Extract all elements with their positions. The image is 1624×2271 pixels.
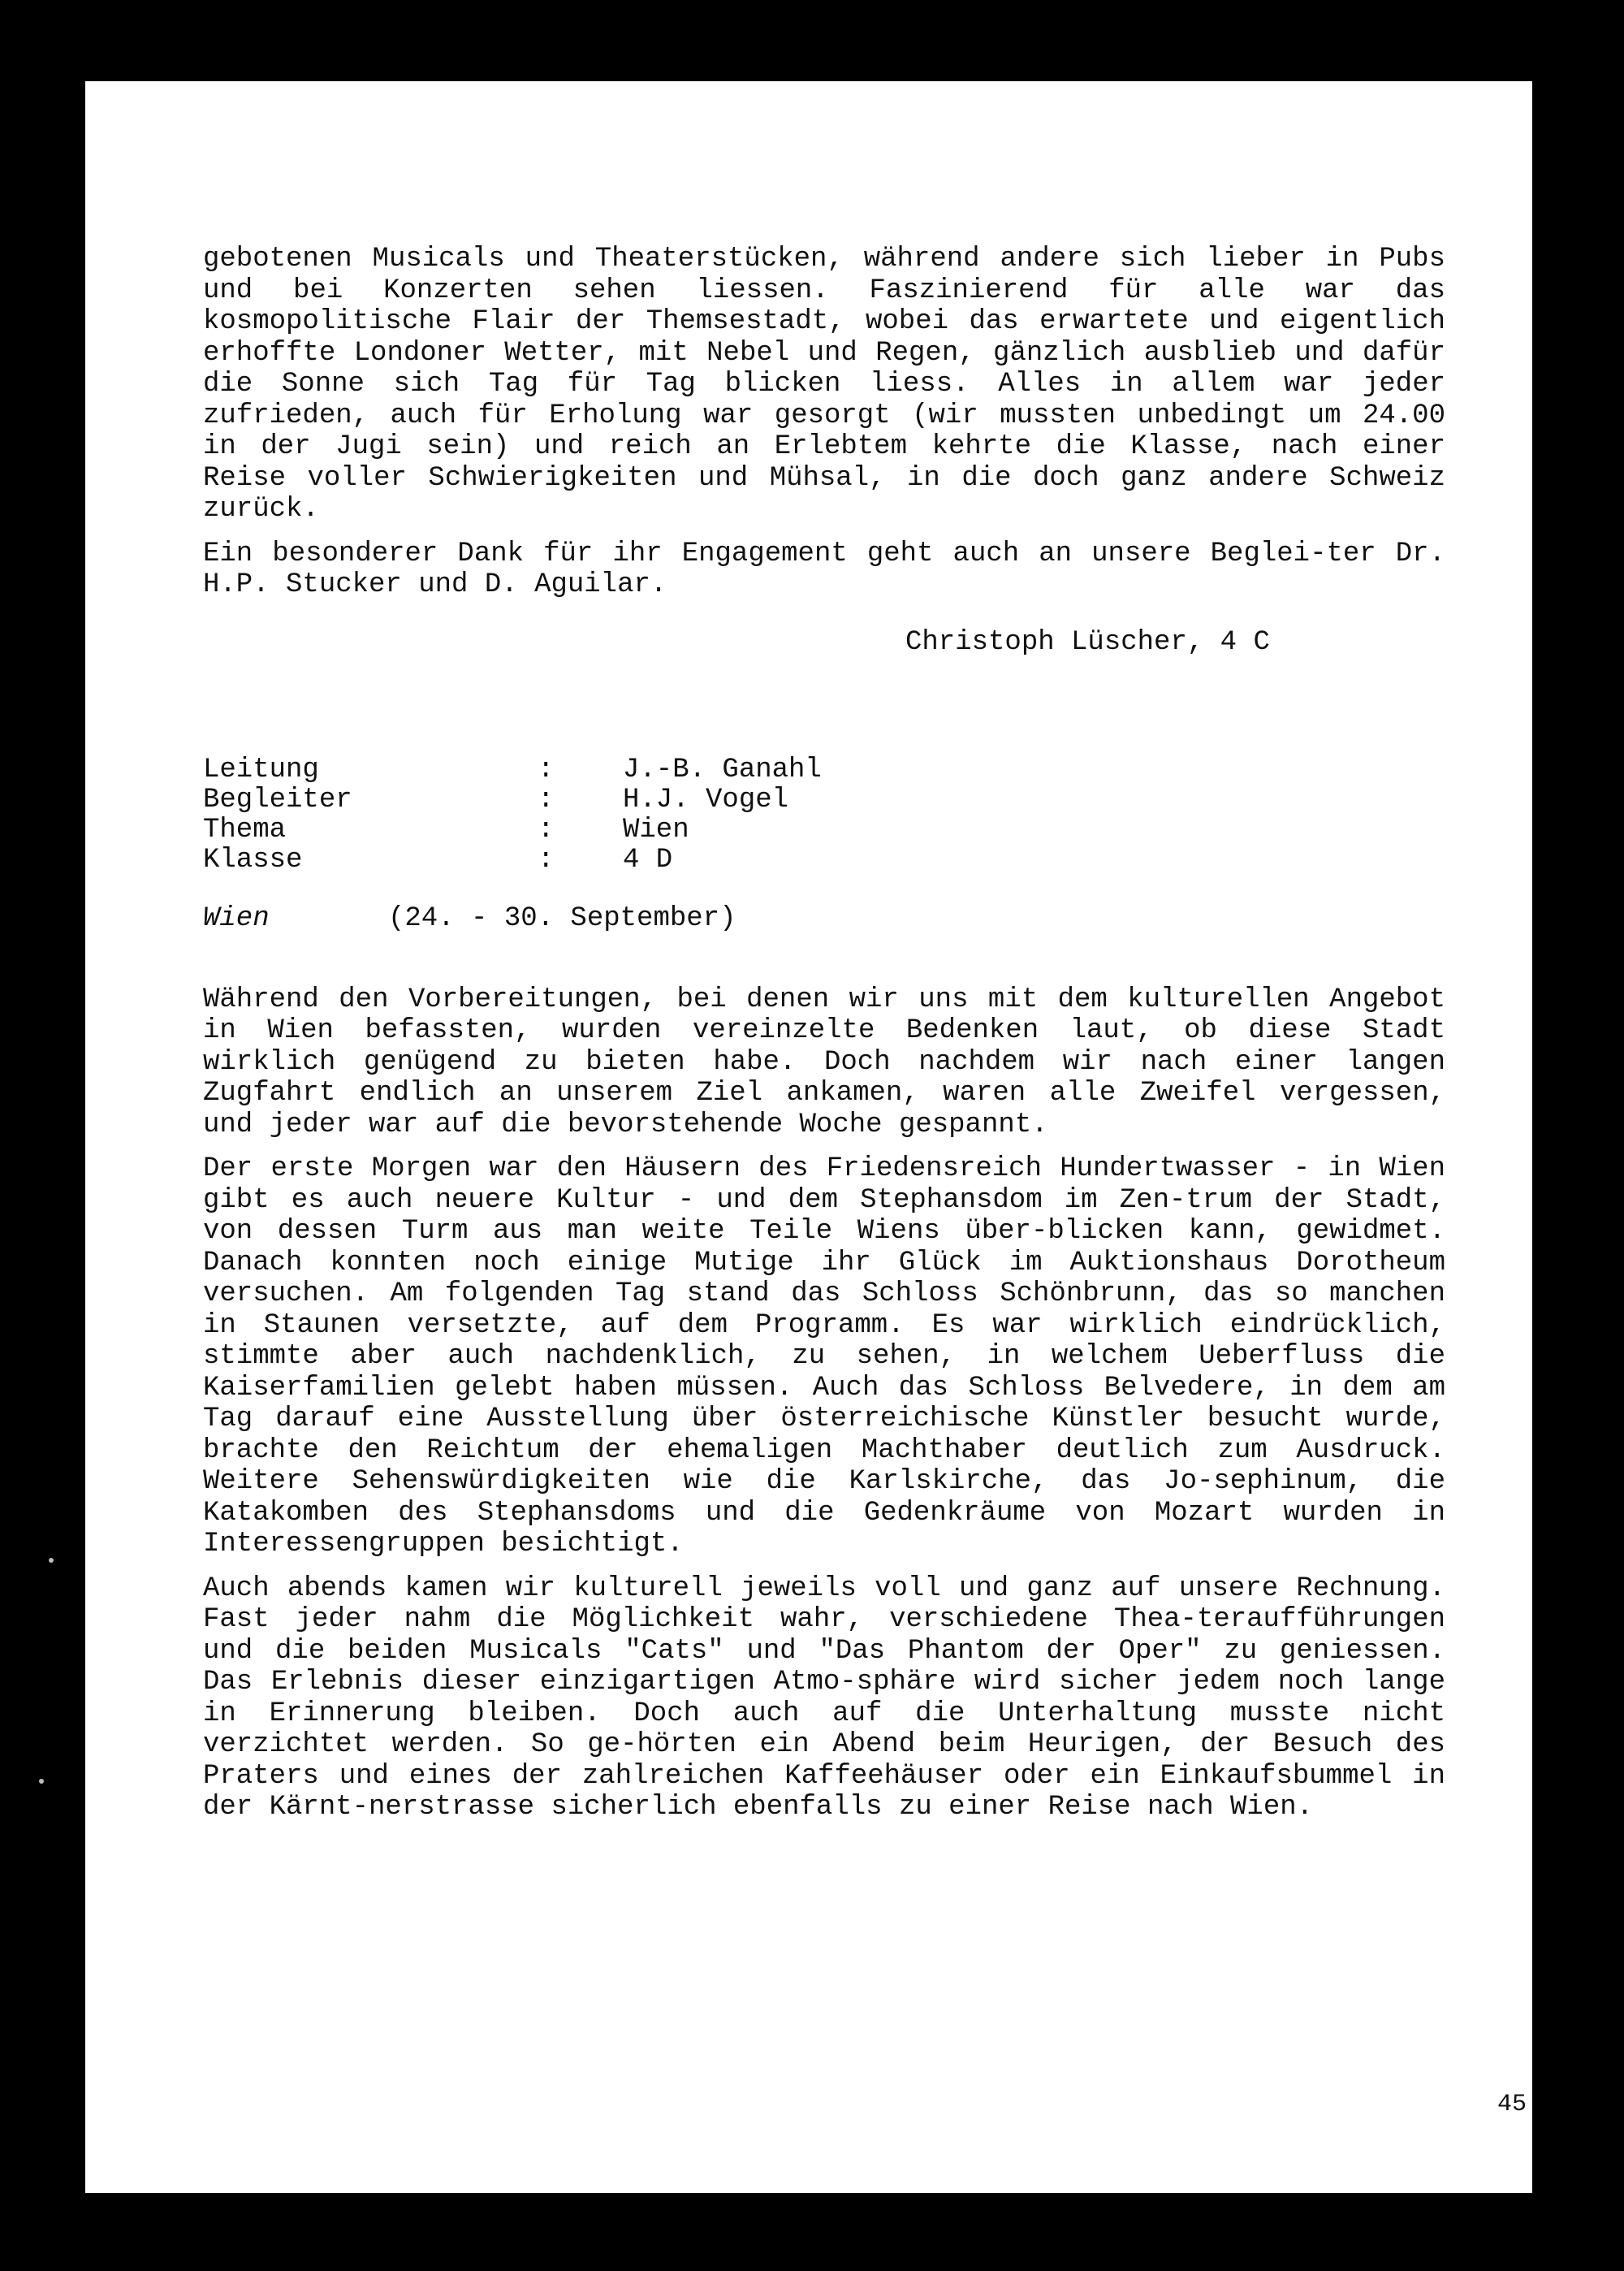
trip-city: Wien (203, 902, 270, 934)
info-value: H.J. Vogel (623, 784, 789, 815)
info-separator: : (538, 844, 555, 876)
author-signature: Christoph Lüscher, 4 C (905, 626, 1270, 658)
scan-speck (49, 1558, 54, 1563)
info-value: Wien (623, 814, 689, 846)
document-page (85, 81, 1532, 2193)
london-article-end (203, 244, 1445, 658)
info-row-leitung (203, 755, 1445, 785)
article-paragraph: Während den Vorbereitungen, bei denen wir uns mit dem kulturellen Angebot in Wien befassten, wurden vereinzelte Bedenken laut, ob diese Stadt wirklich genügend zu bieten habe. Doch nachdem wir nach einer langen Zugfahrt endlich an unserem Ziel ankamen, waren alle Zweifel vergessen, und jeder war auf die bevorstehende Woche gespannt. (203, 984, 1445, 1140)
info-label: Leitung (203, 754, 319, 785)
info-value: J.-B. Ganahl (623, 754, 822, 785)
info-row-klasse (203, 846, 1445, 876)
section-spacer (203, 934, 1445, 984)
info-row-thema (203, 815, 1445, 846)
scan-speck (39, 1779, 44, 1784)
info-separator: : (538, 754, 555, 785)
info-value: 4 D (623, 844, 673, 876)
trip-dates: (24. - 30. September) (388, 902, 736, 934)
article-paragraph: Auch abends kamen wir kulturell jeweils voll und ganz auf unsere Rechnung. Fast jeder nahm die Möglichkeit wahr, verschiedene Thea-teraufführungen und die beiden Musicals "Cats" und "Das Phantom der Oper" zu geniessen. Das Erlebnis dieser einzigartigen Atmo-sphäre wird sicher jedem noch lange in Erinnerung bleiben. Doch auch auf die Unterhaltung musste nicht verzichtet werden. So ge-hörten ein Abend beim Heurigen, der Besuch des Praters und eines der zahlreichen Kaffeehäuser oder ein Einkaufsbummel in der Kärnt-nerstrasse sicherlich ebenfalls zu einer Reise nach Wien. (203, 1572, 1445, 1823)
info-label: Thema (203, 814, 287, 846)
page-number: 45 (1497, 2091, 1527, 2118)
info-label: Klasse (203, 844, 303, 876)
article-paragraph: gebotenen Musicals und Theaterstücken, während andere sich lieber in Pubs und bei Konzerten sehen liessen. Faszinierend für alle war das kosmopolitische Flair der Themsestadt, wobei das erwartete und eigentlich erhoffte Londoner Wetter, mit Nebel und Regen, gänzlich ausblieb und dafür die Sonne sich Tag für Tag blicken liess. Alles in allem war jeder zufrieden, auch für Erholung war gesorgt (wir mussten unbedingt um 24.00 in der Jugi sein) und reich an Erlebtem kehrte die Klasse, nach einer Reise voller Schwierigkeiten und Mühsal, in die doch ganz andere Schweiz zurück. (203, 244, 1445, 525)
info-row-begleiter (203, 785, 1445, 815)
trip-heading (203, 903, 1445, 934)
wien-article (203, 984, 1445, 1823)
page-content (203, 244, 1445, 1836)
article-paragraph: Ein besonderer Dank für ihr Engagement geht auch an unsere Beglei-ter Dr. H.P. Stucker und D. Aguilar. (203, 538, 1445, 600)
trip-info-table (203, 755, 1445, 876)
info-separator: : (538, 784, 555, 815)
info-separator: : (538, 814, 555, 846)
article-paragraph: Der erste Morgen war den Häusern des Friedensreich Hundertwasser - in Wien gibt es auch neuere Kultur - und dem Stephansdom im Zen-trum der Stadt, von dessen Turm aus man weite Teile Wiens über-blicken kann, gewidmet. Danach konnten noch einige Mutige ihr Glück im Auktionshaus Dorotheum versuchen. Am folgenden Tag stand das Schloss Schönbrunn, das so manchen in Staunen versetzte, auf dem Programm. Es war wirklich eindrücklich, stimmte aber auch nachdenklich, zu sehen, in welchem Ueberfluss die Kaiserfamilien gelebt haben müssen. Auch das Schloss Belvedere, in dem am Tag darauf eine Ausstellung über österreichische Künstler besucht wurde, brachte den Reichtum der ehemaligen Machthaber deutlich zum Ausdruck. Weitere Sehenswürdigkeiten wie die Karlskirche, das Jo-sephinum, die Katakomben des Stephansdoms und die Gedenkräume von Mozart wurden in Interessengruppen besichtigt. (203, 1153, 1445, 1559)
info-label: Begleiter (203, 784, 352, 815)
